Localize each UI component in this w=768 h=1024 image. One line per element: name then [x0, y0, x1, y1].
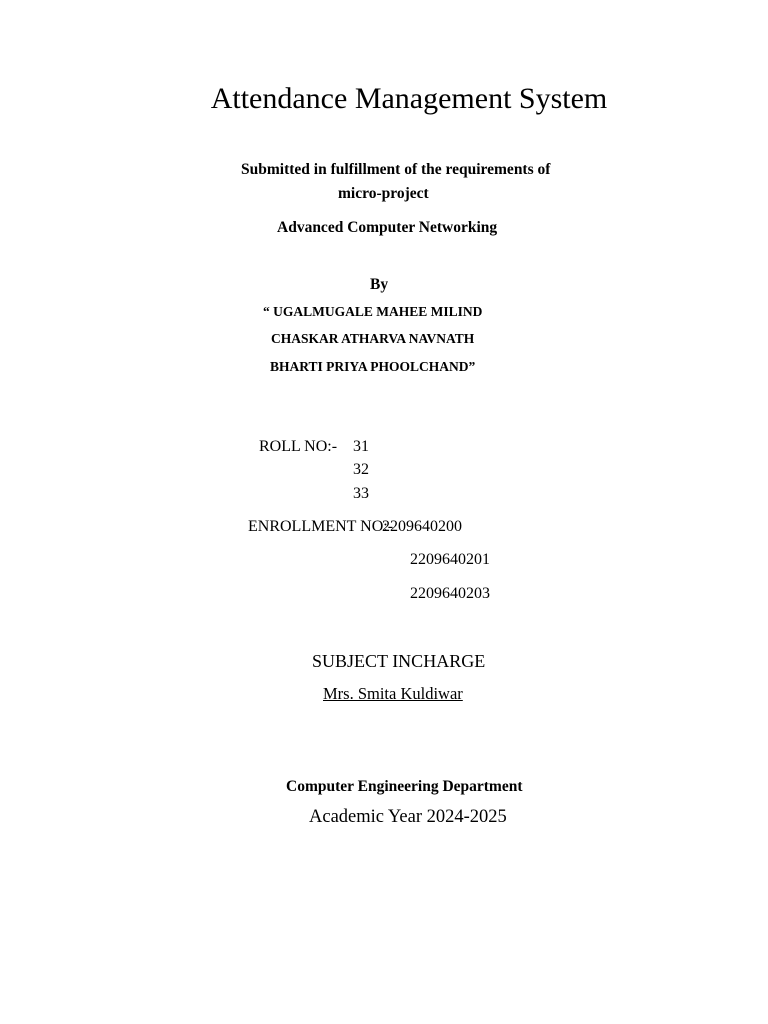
student-name: “ UGALMUGALE MAHEE MILIND	[263, 304, 483, 319]
roll-number: 32	[353, 461, 369, 478]
submission-statement-continued: micro-project	[338, 185, 429, 202]
department-name: Computer Engineering Department	[286, 778, 523, 795]
enrollment-number: 2209640201	[410, 551, 490, 568]
enrollment-number: 2209640200	[382, 518, 462, 535]
roll-number: 33	[353, 485, 369, 502]
academic-year: Academic Year 2024-2025	[309, 807, 507, 827]
subject-incharge-label: SUBJECT INCHARGE	[312, 651, 486, 671]
by-label: By	[370, 276, 389, 293]
roll-number: 31	[353, 438, 369, 455]
submission-statement: Submitted in fulfillment of the requirements of	[241, 161, 551, 178]
enrollment-number-label: ENROLLMENT NO:-	[248, 518, 394, 535]
enrollment-number: 2209640203	[410, 585, 490, 602]
student-name: CHASKAR ATHARVA NAVNATH	[271, 331, 475, 346]
subject-incharge-name: Mrs. Smita Kuldiwar	[323, 684, 463, 703]
course-name: Advanced Computer Networking	[277, 219, 498, 236]
document-title: Attendance Management System	[210, 82, 608, 115]
roll-number-label: ROLL NO:-	[259, 438, 338, 455]
student-name: BHARTI PRIYA PHOOLCHAND”	[270, 359, 476, 374]
